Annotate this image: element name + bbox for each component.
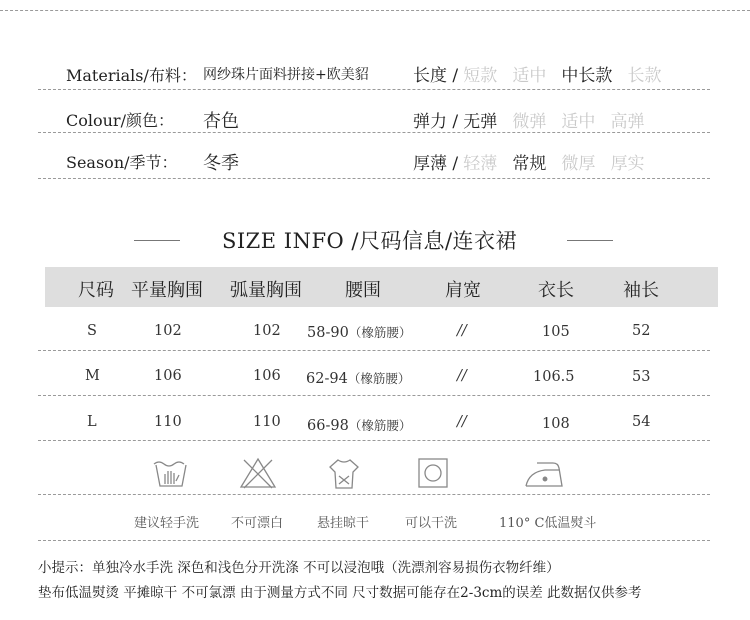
season-value: 冬季 bbox=[203, 153, 239, 174]
no-bleach-icon bbox=[238, 456, 278, 490]
stretch-selector bbox=[413, 107, 655, 132]
no-bleach-label: 不可漂白 bbox=[231, 516, 284, 531]
materials-value: 网纱珠片面料拼接+欧美貂 bbox=[203, 67, 369, 83]
cell-bust-arc: 106 bbox=[253, 368, 281, 384]
col-header-waist: 腰围 bbox=[345, 280, 381, 301]
cell-waist-note: （橡筋腰） bbox=[348, 418, 412, 433]
row-divider bbox=[38, 395, 710, 396]
col-header-shoulder: 肩宽 bbox=[445, 280, 481, 301]
size-info-title: SIZE INFO /尺码信息/连衣裙 bbox=[222, 229, 518, 253]
cell-waist-value: 62-94 bbox=[306, 371, 348, 387]
title-line-left bbox=[134, 240, 180, 241]
cell-length: 105 bbox=[542, 324, 570, 340]
length-title: 长度 / bbox=[413, 66, 459, 86]
length-option: 适中 bbox=[512, 66, 547, 86]
col-header-sleeve: 袖长 bbox=[623, 280, 659, 301]
cell-size: S bbox=[87, 323, 97, 339]
cell-shoulder: // bbox=[457, 368, 467, 384]
hang-dry-label: 悬挂晾干 bbox=[317, 516, 370, 531]
thickness-option: 轻薄 bbox=[463, 154, 498, 174]
cell-size: L bbox=[87, 414, 97, 430]
cell-size: M bbox=[85, 368, 100, 384]
dry-clean-label: 可以干洗 bbox=[405, 516, 458, 531]
materials-label: Materials/布料： bbox=[66, 66, 197, 85]
cell-shoulder: // bbox=[457, 414, 467, 430]
season-label: Season/季节： bbox=[66, 153, 178, 172]
top-divider bbox=[0, 10, 750, 11]
cell-bust-flat: 102 bbox=[154, 323, 182, 339]
tip-line-2: 垫布低温熨烫 平摊晾干 不可氯漂 由于测量方式不同 尺寸数据可能存在2-3cm的误差 此数据仅供参考 bbox=[38, 585, 642, 601]
stretch-option: 高弹 bbox=[610, 112, 645, 132]
colour-label: Colour/颜色： bbox=[66, 111, 174, 130]
col-header-bust-arc: 弧量胸围 bbox=[230, 280, 302, 301]
row-divider bbox=[38, 440, 710, 441]
tip-line-1: 小提示：单独冷水手洗 深色和浅色分开洗涤 不可以浸泡哦（洗漂剂容易损伤衣物纤维） bbox=[38, 560, 560, 576]
thickness-option: 常规 bbox=[512, 154, 547, 174]
length-option: 短款 bbox=[463, 66, 498, 86]
cell-waist bbox=[307, 416, 411, 434]
cell-waist-note: （橡筋腰） bbox=[347, 371, 411, 386]
length-selector bbox=[413, 61, 672, 86]
cell-bust-arc: 110 bbox=[253, 414, 281, 430]
cell-bust-flat: 110 bbox=[154, 414, 182, 430]
thickness-title: 厚薄 / bbox=[413, 154, 459, 174]
stretch-option: 微弹 bbox=[512, 112, 547, 132]
cell-waist bbox=[307, 323, 411, 341]
cell-sleeve: 53 bbox=[632, 369, 651, 385]
cell-bust-arc: 102 bbox=[253, 323, 281, 339]
icon-divider bbox=[38, 494, 710, 495]
stretch-title: 弹力 / bbox=[413, 112, 459, 132]
cell-sleeve: 52 bbox=[632, 323, 651, 339]
dry-clean-icon bbox=[413, 456, 453, 490]
hang-dry-icon bbox=[324, 456, 364, 490]
length-option: 中长款 bbox=[561, 66, 613, 86]
cell-waist bbox=[306, 369, 410, 387]
cell-length: 106.5 bbox=[533, 369, 575, 385]
stretch-option: 无弹 bbox=[463, 112, 498, 132]
row-divider bbox=[38, 350, 710, 351]
col-header-length: 衣长 bbox=[538, 280, 574, 301]
attr-divider bbox=[38, 132, 710, 133]
thickness-selector bbox=[413, 149, 655, 174]
hand-wash-label: 建议轻手洗 bbox=[134, 516, 200, 531]
stretch-option: 适中 bbox=[561, 112, 596, 132]
col-header-size: 尺码 bbox=[78, 280, 114, 301]
care-divider bbox=[38, 540, 710, 541]
attr-divider bbox=[38, 89, 710, 90]
thickness-option: 微厚 bbox=[561, 154, 596, 174]
iron-low-label: 110° C低温熨斗 bbox=[499, 516, 597, 531]
cell-sleeve: 54 bbox=[632, 414, 651, 430]
colour-value: 杏色 bbox=[203, 111, 239, 132]
cell-waist-value: 66-98 bbox=[307, 418, 349, 434]
cell-waist-value: 58-90 bbox=[307, 325, 349, 341]
cell-length: 108 bbox=[542, 416, 570, 432]
cell-bust-flat: 106 bbox=[154, 368, 182, 384]
attr-divider bbox=[38, 178, 710, 179]
thickness-option: 厚实 bbox=[610, 154, 645, 174]
iron-low-icon bbox=[520, 456, 566, 490]
title-line-right bbox=[567, 240, 613, 241]
cell-waist-note: （橡筋腰） bbox=[348, 325, 412, 340]
length-option: 长款 bbox=[627, 66, 662, 86]
hand-wash-icon bbox=[151, 456, 191, 490]
col-header-bust-flat: 平量胸围 bbox=[131, 280, 203, 301]
cell-shoulder: // bbox=[457, 323, 467, 339]
